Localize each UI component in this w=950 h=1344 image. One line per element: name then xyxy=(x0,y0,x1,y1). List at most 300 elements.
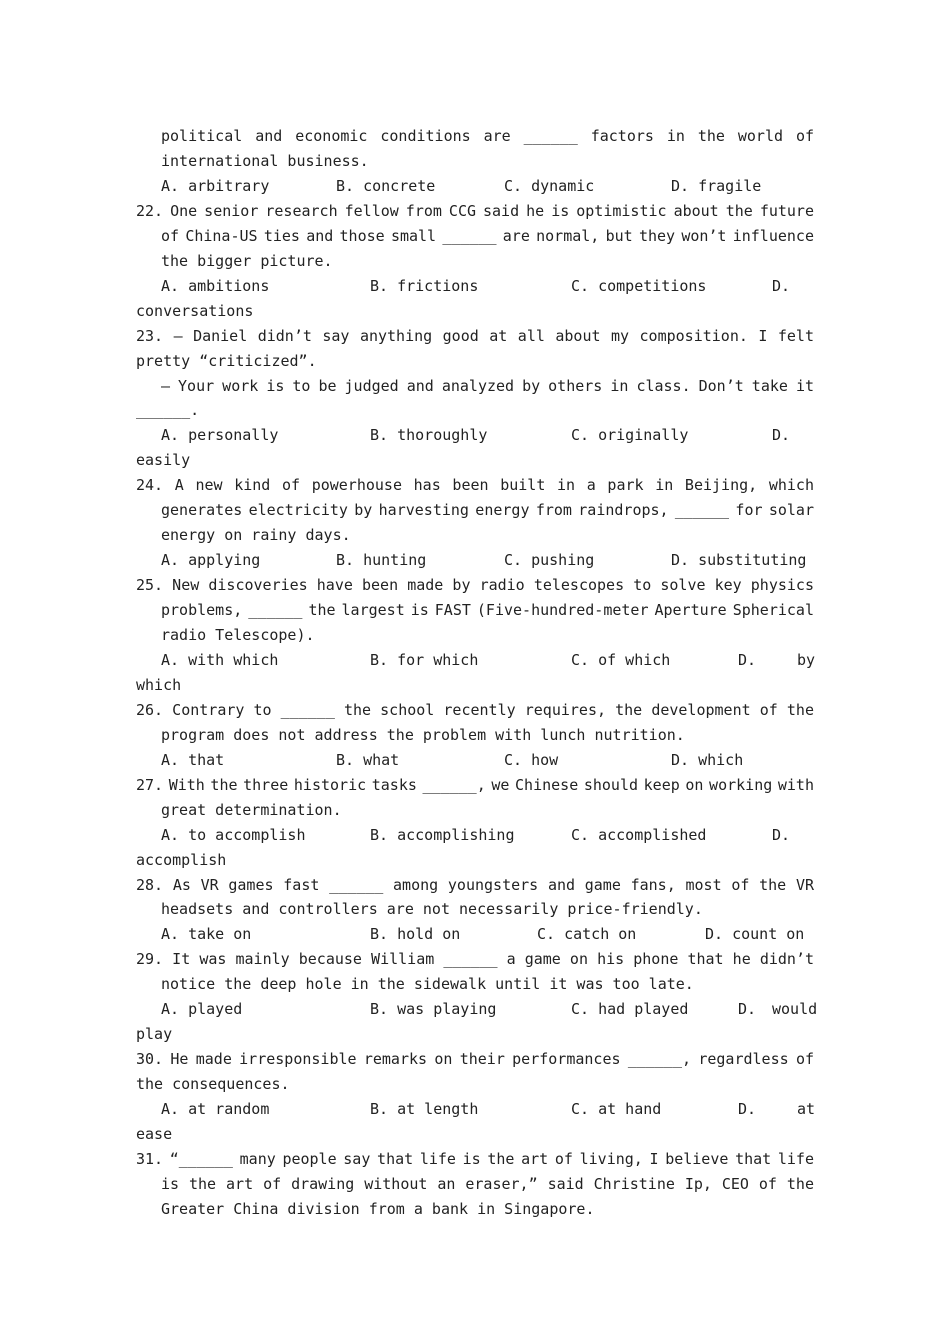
word: development xyxy=(651,700,751,719)
text-line xyxy=(0,498,950,523)
text-line xyxy=(0,1147,950,1172)
text-line xyxy=(0,398,950,423)
word: key xyxy=(714,576,742,595)
text-line xyxy=(0,773,950,798)
answer-option: D. count on xyxy=(705,925,805,944)
word: has xyxy=(413,476,441,495)
word: the xyxy=(697,127,725,145)
word: of xyxy=(759,700,778,719)
answer-option: D. xyxy=(738,650,757,669)
word: ______ xyxy=(280,700,335,719)
answer-option: B. accomplishing xyxy=(370,825,515,844)
word: in xyxy=(655,476,674,495)
answer-option: C. competitions xyxy=(571,276,707,295)
word: William xyxy=(371,950,435,969)
word: a xyxy=(506,950,516,969)
text-line xyxy=(0,324,950,349)
word: ______ xyxy=(674,501,730,520)
option-row xyxy=(0,274,950,299)
word: about xyxy=(555,326,601,345)
text-line xyxy=(0,124,950,149)
word: those xyxy=(339,226,385,245)
word: — xyxy=(173,326,183,345)
word: VR xyxy=(200,875,219,894)
answer-option: D. xyxy=(772,276,791,295)
word: without xyxy=(364,1174,428,1193)
text-line xyxy=(0,623,950,648)
text-line xyxy=(0,698,950,723)
text-line xyxy=(0,149,950,174)
word: that xyxy=(735,1149,772,1168)
word: irresponsible xyxy=(239,1050,357,1069)
word: ______ xyxy=(329,875,384,894)
word: 25. xyxy=(136,576,164,595)
word: keep xyxy=(643,775,680,794)
answer-option: A. take on xyxy=(161,925,252,944)
word: are xyxy=(502,226,530,245)
word: VR xyxy=(795,875,814,894)
word: life xyxy=(777,1149,814,1168)
word: among xyxy=(393,875,439,894)
word: was xyxy=(199,950,227,969)
word: an xyxy=(437,1174,456,1193)
word: is xyxy=(462,1149,481,1168)
word: a xyxy=(586,476,596,495)
word: because xyxy=(298,950,362,969)
text-line xyxy=(0,673,950,698)
word: CEO xyxy=(721,1174,749,1193)
line-text: play xyxy=(136,1025,173,1044)
option-row xyxy=(0,174,950,199)
word: solve xyxy=(660,576,706,595)
word: won’t xyxy=(681,226,727,245)
word: conditions xyxy=(380,127,471,145)
answer-option: D. xyxy=(738,1000,757,1019)
answer-option: C. had played xyxy=(571,1000,689,1019)
word: on xyxy=(685,775,704,794)
word: have xyxy=(316,576,353,595)
word: by xyxy=(522,376,541,395)
word: made xyxy=(195,1050,232,1069)
word: felt xyxy=(777,326,814,345)
word: ______, xyxy=(422,775,486,794)
word: It xyxy=(172,950,191,969)
word: Ip, xyxy=(684,1174,712,1193)
word: ______ xyxy=(443,950,498,969)
word: which xyxy=(768,476,814,495)
word: many xyxy=(239,1149,276,1168)
word: life xyxy=(419,1149,456,1168)
answer-option: A. arbitrary xyxy=(161,176,270,195)
word: we xyxy=(491,775,510,794)
word: that xyxy=(377,1149,414,1168)
answer-option: C. pushing xyxy=(504,551,595,570)
word: future xyxy=(759,201,814,220)
word: 31. xyxy=(136,1149,164,1168)
answer-option: C. at hand xyxy=(571,1100,662,1119)
word: take xyxy=(751,376,788,395)
answer-option: D. xyxy=(772,426,791,445)
answer-option: B. thoroughly xyxy=(370,426,488,445)
word: my xyxy=(610,326,630,345)
text-line xyxy=(0,897,950,922)
word: and xyxy=(406,376,434,395)
answer-option: A. applying xyxy=(161,551,261,570)
word: phone xyxy=(633,950,679,969)
line-text: energy on rainy days. xyxy=(161,526,351,545)
word: his xyxy=(597,950,625,969)
word: should xyxy=(583,775,639,794)
word: in xyxy=(666,127,685,145)
word: the xyxy=(759,875,787,894)
word: the xyxy=(210,775,238,794)
line-text: headsets and controllers are not necessarily price-friendly. xyxy=(161,900,703,919)
word: 23. xyxy=(136,326,164,345)
word: the xyxy=(308,601,336,620)
word: generates xyxy=(161,501,243,520)
word: games xyxy=(228,875,274,894)
word: 28. xyxy=(136,875,164,894)
word: FAST xyxy=(434,601,471,620)
word: in xyxy=(610,376,629,395)
answer-option: B. hold on xyxy=(370,925,461,944)
word: been xyxy=(362,576,399,595)
word: optimistic xyxy=(576,201,667,220)
word: Aperture xyxy=(654,601,727,620)
option-row xyxy=(0,823,950,848)
text-line xyxy=(0,249,950,274)
word: by xyxy=(452,576,471,595)
answer-option: C. originally xyxy=(571,426,689,445)
text-line xyxy=(0,1072,950,1097)
word: 29. xyxy=(136,950,164,969)
line-text: accomplish xyxy=(136,850,227,869)
answer-option: C. accomplished xyxy=(571,825,707,844)
word: With xyxy=(168,775,205,794)
text-line xyxy=(0,1047,950,1072)
option-row xyxy=(0,922,950,947)
word: 26. xyxy=(136,700,164,719)
word: and xyxy=(255,127,283,145)
text-line xyxy=(0,723,950,748)
text-line xyxy=(0,1022,950,1047)
word: normal, xyxy=(536,226,600,245)
answer-option: D. xyxy=(772,825,791,844)
word: of xyxy=(795,1050,814,1069)
word: historic xyxy=(293,775,367,794)
word: the xyxy=(786,1174,814,1193)
word: senior xyxy=(204,201,259,220)
word: is xyxy=(551,201,570,220)
word: in xyxy=(557,476,576,495)
word: 30. xyxy=(136,1050,164,1069)
answer-option: A. that xyxy=(161,750,225,769)
word: didn’t xyxy=(257,326,312,345)
word: at xyxy=(489,326,508,345)
option-row xyxy=(0,423,950,448)
word: of xyxy=(795,127,814,145)
word: built xyxy=(500,476,546,495)
option-row xyxy=(0,748,950,773)
option-row xyxy=(0,1097,950,1122)
word: 24. xyxy=(136,476,164,495)
word: requires, xyxy=(524,700,607,719)
word: from xyxy=(535,501,572,520)
word: with xyxy=(777,775,814,794)
word: regardless xyxy=(698,1050,789,1069)
word: electricity xyxy=(248,501,348,520)
answer-option: C. dynamic xyxy=(504,176,595,195)
text-line xyxy=(0,947,950,972)
line-text: easily xyxy=(136,451,191,470)
word: anything xyxy=(359,326,433,345)
answer-option: B. for which xyxy=(370,650,479,669)
word: the xyxy=(725,201,753,220)
answer-option: A. with which xyxy=(161,650,279,669)
word: “______ xyxy=(169,1149,233,1168)
word: it xyxy=(795,376,814,395)
word: be xyxy=(318,376,337,395)
word: said xyxy=(483,201,520,220)
word: of xyxy=(281,476,301,495)
word: game xyxy=(584,875,621,894)
word: world xyxy=(737,127,784,145)
word: most xyxy=(685,875,722,894)
word: say xyxy=(343,1149,371,1168)
line-text: ease xyxy=(136,1125,173,1143)
word: say xyxy=(322,326,350,345)
word: powerhouse xyxy=(311,476,402,495)
word: Beijing, xyxy=(684,476,758,495)
word: said xyxy=(547,1174,584,1193)
word: work xyxy=(222,376,259,395)
word: believe xyxy=(665,1149,729,1168)
word: art xyxy=(521,1149,549,1168)
word: energy xyxy=(475,501,530,520)
word: harvesting xyxy=(378,501,469,520)
text-line xyxy=(0,473,950,498)
word: kind xyxy=(234,476,271,495)
word: made xyxy=(407,576,444,595)
text-line xyxy=(0,224,950,249)
word: of xyxy=(554,1149,573,1168)
word: on xyxy=(434,1050,453,1069)
answer-option: D. substituting xyxy=(671,551,807,570)
word: the xyxy=(343,700,372,719)
word: I xyxy=(649,1149,659,1168)
answer-option: B. frictions xyxy=(370,276,479,295)
answer-option: A. to accomplish xyxy=(161,825,306,844)
answer-option: B. at length xyxy=(370,1100,479,1119)
word: the xyxy=(487,1149,515,1168)
word: problems, xyxy=(161,601,243,620)
word: new xyxy=(195,476,223,495)
word: game xyxy=(524,950,561,969)
word: telescopes xyxy=(533,576,625,595)
word: 27. xyxy=(136,775,164,794)
text-line xyxy=(0,1122,950,1147)
word: eraser,” xyxy=(465,1174,538,1193)
word: discoveries xyxy=(208,576,308,595)
word: recently xyxy=(443,700,516,719)
answer-option: by xyxy=(797,650,816,669)
word: Your xyxy=(178,376,215,395)
word: Daniel xyxy=(193,326,248,345)
word: A xyxy=(174,476,184,495)
text-line xyxy=(0,374,950,399)
word: physics xyxy=(750,576,814,595)
word: factors xyxy=(590,127,654,145)
text-line xyxy=(0,573,950,598)
word: drawing xyxy=(291,1174,355,1193)
word: ______, xyxy=(627,1050,692,1069)
word: youngsters xyxy=(447,875,539,894)
word: Don’t xyxy=(698,376,744,395)
word: analyzed xyxy=(441,376,515,395)
word: Chinese xyxy=(515,775,579,794)
text-line xyxy=(0,349,950,374)
word: Contrary xyxy=(172,700,245,719)
line-text: notice the deep hole in the sidewalk until it was too late. xyxy=(161,975,694,994)
word: economic xyxy=(295,127,368,145)
word: didn’t xyxy=(759,950,814,969)
answer-option: C. catch on xyxy=(537,925,637,944)
word: (Five-hundred-meter xyxy=(476,601,649,620)
line-text: radio Telescope). xyxy=(161,626,315,644)
word: about xyxy=(673,201,719,220)
answer-option: C. of which xyxy=(571,650,671,669)
word: China-US xyxy=(185,226,258,245)
word: New xyxy=(172,576,200,595)
word: the xyxy=(615,700,643,719)
line-text: the consequences. xyxy=(136,1075,290,1094)
word: all xyxy=(517,326,545,345)
word: As xyxy=(172,875,191,894)
word: their xyxy=(459,1050,505,1069)
word: fans, xyxy=(630,875,676,894)
word: of xyxy=(263,1174,282,1193)
word: and xyxy=(306,226,334,245)
word: they xyxy=(638,226,676,245)
word: ______ xyxy=(442,226,497,245)
text-line xyxy=(0,873,950,898)
word: that xyxy=(687,950,724,969)
text-line xyxy=(0,1172,950,1197)
answer-option: C. how xyxy=(504,750,559,769)
line-text: great determination. xyxy=(161,800,342,819)
word: One xyxy=(170,201,198,220)
word: art xyxy=(226,1174,254,1193)
text-line xyxy=(0,199,950,224)
text-line xyxy=(0,1197,950,1222)
word: raindrops, xyxy=(578,501,669,520)
word: class. xyxy=(636,376,691,395)
text-line xyxy=(0,299,950,324)
word: living, xyxy=(579,1149,643,1168)
word: are xyxy=(483,127,511,145)
answer-option: A. personally xyxy=(161,426,279,445)
word: park xyxy=(607,476,644,495)
word: to xyxy=(633,576,652,595)
line-text: conversations xyxy=(136,301,254,320)
line-text: the bigger picture. xyxy=(161,251,333,270)
line-text: ______. xyxy=(136,401,200,420)
answer-option: would xyxy=(772,1000,818,1019)
word: ______ xyxy=(248,601,303,620)
word: is xyxy=(410,601,429,620)
word: been xyxy=(452,476,489,495)
word: is xyxy=(266,376,285,395)
word: to xyxy=(292,376,311,395)
text-line xyxy=(0,848,950,873)
option-row xyxy=(0,997,950,1022)
option-row xyxy=(0,648,950,673)
word: political xyxy=(161,127,243,145)
word: of xyxy=(731,875,750,894)
word: judged xyxy=(344,376,399,395)
answer-option: D. which xyxy=(671,750,744,769)
word: ______ xyxy=(523,127,578,145)
word: He xyxy=(170,1050,189,1069)
word: tasks xyxy=(371,775,417,794)
word: of xyxy=(758,1174,777,1193)
word: others xyxy=(548,376,603,395)
word: fellow xyxy=(344,201,399,220)
word: good xyxy=(442,326,479,345)
word: three xyxy=(243,775,289,794)
word: ties xyxy=(263,226,300,245)
line-text: pretty “criticized”. xyxy=(136,351,317,370)
word: radio xyxy=(479,576,525,595)
line-text: Greater China division from a bank in Singapore. xyxy=(161,1199,595,1218)
word: to xyxy=(253,700,272,719)
answer-option: D. xyxy=(738,1100,757,1119)
word: he xyxy=(732,950,751,969)
word: the xyxy=(189,1174,217,1193)
line-text: which xyxy=(136,675,182,694)
answer-option: at xyxy=(797,1100,816,1119)
word: composition. xyxy=(639,326,748,345)
word: and xyxy=(547,875,576,894)
word: influence xyxy=(732,226,814,245)
word: is xyxy=(161,1174,180,1193)
word: by xyxy=(354,501,373,520)
word: remarks xyxy=(363,1050,428,1069)
answer-option: D. fragile xyxy=(671,176,762,195)
word: mainly xyxy=(235,950,290,969)
line-text: international business. xyxy=(161,151,369,170)
word: Spherical xyxy=(732,601,814,620)
word: from xyxy=(405,201,442,220)
line-text: program does not address the problem with lunch nutrition. xyxy=(161,725,685,744)
answer-option: B. hunting xyxy=(336,551,427,570)
word: on xyxy=(569,950,588,969)
word: solar xyxy=(768,501,814,520)
answer-option: A. played xyxy=(161,1000,243,1019)
word: — xyxy=(161,376,171,395)
text-line xyxy=(0,972,950,997)
text-line xyxy=(0,523,950,548)
text-line xyxy=(0,598,950,623)
text-line xyxy=(0,798,950,823)
answer-option: A. at random xyxy=(161,1100,270,1119)
option-row xyxy=(0,548,950,573)
word: fast xyxy=(283,875,320,894)
word: 22. xyxy=(136,201,164,220)
word: school xyxy=(380,700,435,719)
word: I xyxy=(758,326,768,345)
word: for xyxy=(735,501,763,520)
